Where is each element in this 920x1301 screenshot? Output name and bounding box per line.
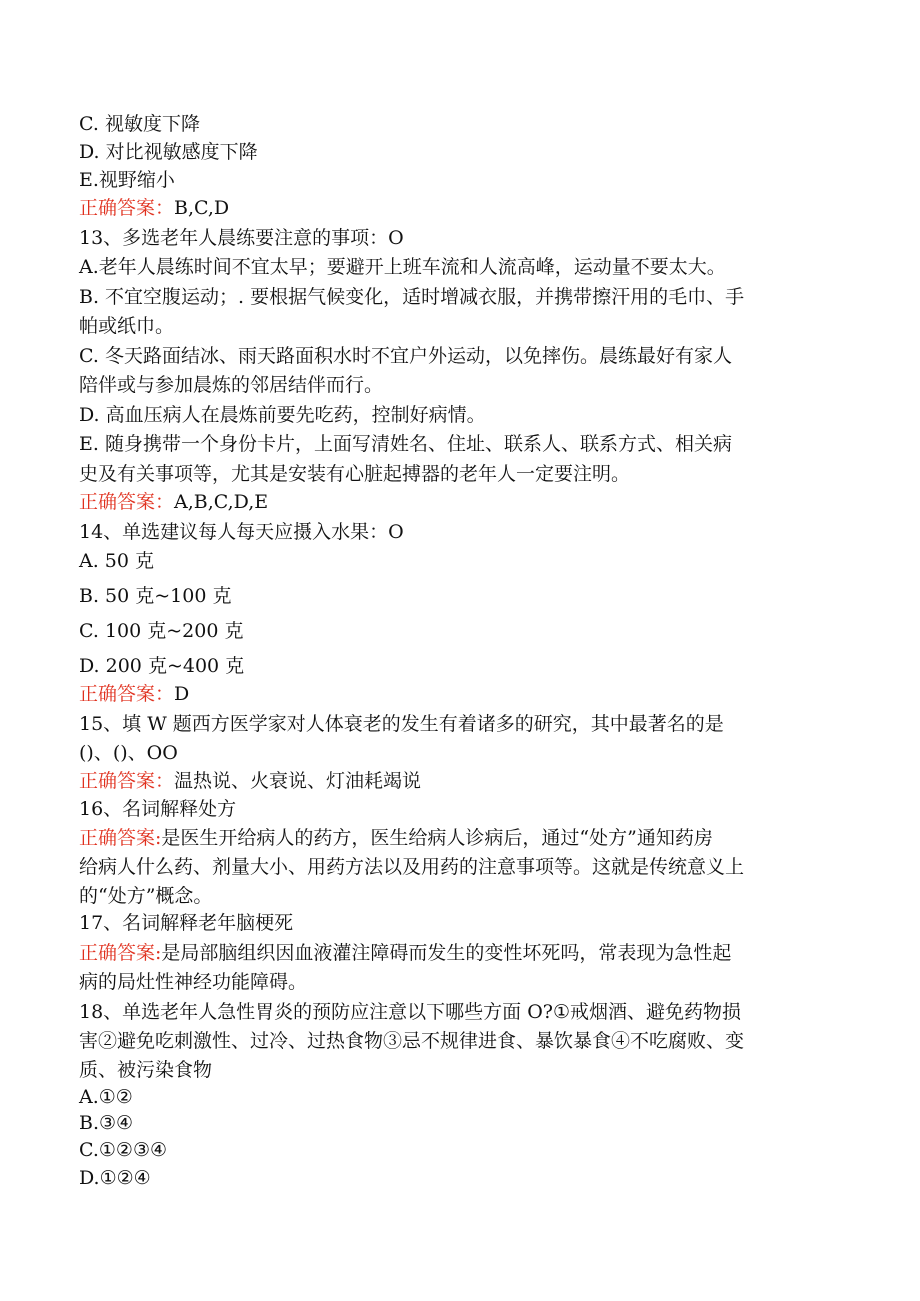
q13-stem: 13、多选老年人晨练要注意的事项：O <box>79 227 404 249</box>
answer-value: 是医生开给病人的药方，医生给病人诊病后，通过“处方”通知药房 <box>161 827 713 849</box>
q13-option-e-cont: 史及有关事项等，尤其是安装有心脏起搏器的老年人一定要注明。 <box>79 463 631 485</box>
q16-stem: 16、名词解释处方 <box>79 798 237 820</box>
q18-option-b: B.③④ <box>79 1112 134 1134</box>
q14-stem: 14、单选建议每人每天应摄入水果：O <box>79 521 404 543</box>
q13-option-e: E. 随身携带一个身份卡片，上面写清姓名、住址、联系人、联系方式、相关病 <box>79 433 732 455</box>
answer-label: 正确答案： <box>79 491 175 513</box>
q13-option-c: C. 冬天路面结冰、雨天路面积水时不宜户外运动，以免摔伤。晨练最好有家人 <box>79 345 732 367</box>
q13-option-a: A.老年人晨练时间不宜太早；要避开上班车流和人流高峰，运动量不要太大。 <box>79 256 726 278</box>
q18-stem: 18、单选老年人急性胃炎的预防应注意以下哪些方面 O?①戒烟酒、避免药物损 <box>79 1001 742 1023</box>
q15-stem: 15、填 W 题西方医学家对人体衰老的发生有着诸多的研究，其中最著名的是 <box>79 713 724 735</box>
q16-answer <box>79 825 713 851</box>
q12-option-d: D. 对比视敏感度下降 <box>79 141 258 163</box>
q13-option-c-cont: 陪伴或与参加晨炼的邻居结伴而行。 <box>79 374 384 396</box>
q14-option-c: C. 100 克~200 克 <box>79 620 244 642</box>
q13-option-b-cont: 帕或纸巾。 <box>79 315 175 337</box>
q13-option-b: B. 不宜空腹运动；. 要根据气候变化，适时增减衣服，并携带擦汗用的毛巾、手 <box>79 286 745 308</box>
answer-label: 正确答案: <box>79 827 162 849</box>
q12-option-e: E.视野缩小 <box>79 169 175 191</box>
q14-option-b: B. 50 克~100 克 <box>79 585 232 607</box>
q16-answer-cont-2: 的“处方”概念。 <box>79 885 213 907</box>
q18-stem-cont-1: 害②避免吃刺激性、过冷、过热食物③忌不规律进食、暴饮暴食④不吃腐败、变 <box>79 1030 745 1052</box>
q17-answer <box>79 940 731 966</box>
q18-option-a: A.①② <box>79 1086 133 1108</box>
answer-label: 正确答案： <box>79 197 175 219</box>
answer-value: 是局部脑组织因血液灌注障碍而发生的变性坏死吗，常表现为急性起 <box>161 942 732 964</box>
q12-option-c: C. 视敏度下降 <box>79 113 200 135</box>
answer-value: B,C,D <box>174 197 230 219</box>
q18-stem-cont-2: 质、被污染食物 <box>79 1059 213 1081</box>
q15-stem-cont: ()、()、OO <box>79 742 178 764</box>
q17-stem: 17、名词解释老年脑梗死 <box>79 912 294 934</box>
answer-value: A,B,C,D,E <box>174 491 269 513</box>
q18-option-c: C.①②③④ <box>79 1139 168 1161</box>
q15-answer <box>79 768 421 794</box>
answer-label: 正确答案： <box>79 770 175 792</box>
q18-option-d: D.①②④ <box>79 1167 151 1189</box>
q13-option-d: D. 高血压病人在晨炼前要先吃药，控制好病情。 <box>79 404 486 426</box>
q14-option-d: D. 200 克~400 克 <box>79 655 245 677</box>
answer-label: 正确答案: <box>79 942 162 964</box>
answer-label: 正确答案： <box>79 683 175 705</box>
q12-answer <box>79 195 229 221</box>
q14-answer <box>79 681 189 707</box>
q16-answer-cont-1: 给病人什么药、剂量大小、用药方法以及用药的注意事项等。这就是传统意义上 <box>79 856 745 878</box>
answer-value: D <box>174 683 190 705</box>
answer-value: 温热说、火衰说、灯油耗竭说 <box>174 770 422 792</box>
q13-answer <box>79 489 268 515</box>
q17-answer-cont: 病的局灶性神经功能障碍。 <box>79 971 308 993</box>
q14-option-a: A. 50 克 <box>79 550 155 572</box>
